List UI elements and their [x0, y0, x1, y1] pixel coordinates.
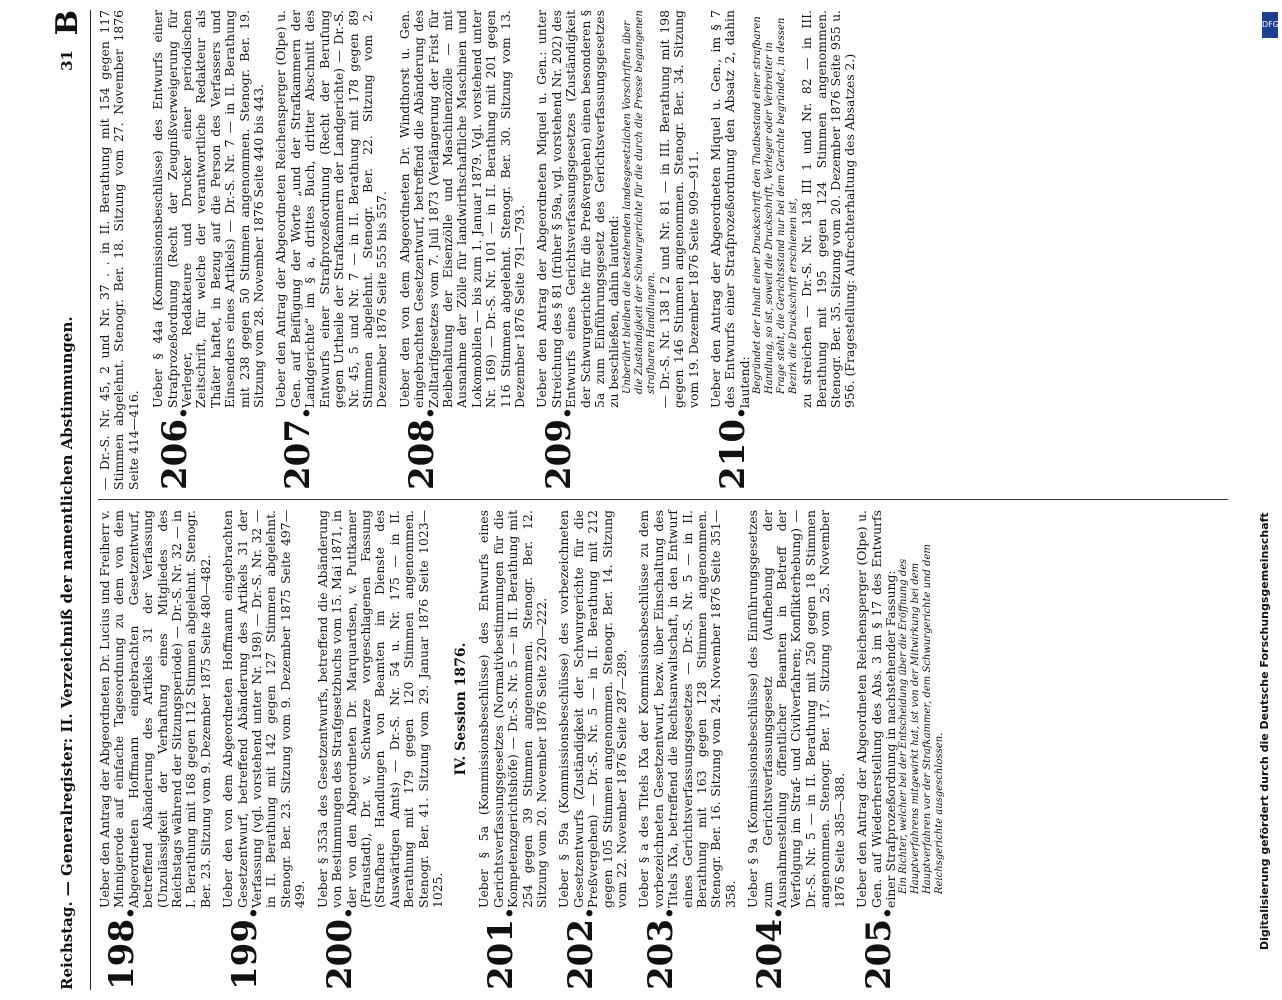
digitization-credit: Digitalisierung gefördert durch die Deutsche Forschungsgemeinschaft	[1258, 512, 1271, 950]
entry-text: Ueber § 59a (Kommissionsbeschlüsse) des vorbezeichneten Gesetzentwurfs (Zuständigkeit der Schwurgerichte für die Preßvergehen) — Dr.-S. Nr. 5 — in II. Berathung mit 212 gegen 105 Stimmen angenommen. Stenogr. Ber. 14. Sitzung vom 22. November 1876 Seite 287—289.	[556, 510, 629, 908]
continuation-text: — Dr.-S. Nr. 45, 2 und Nr. 37 . . in II. Berathung mit 154 gegen 117 Stimmen abgelehnt. Stenogr. Ber. 18. Sitzung vom 27. November 1876 Seite 414—416.	[97, 10, 141, 490]
entry	[855, 510, 946, 990]
entry-number: 205.	[859, 907, 900, 990]
entry	[535, 10, 701, 490]
entry-number: 201.	[481, 907, 522, 990]
header-rule	[90, 10, 91, 990]
entry-quote: Unberührt bleiben die bestehenden landesgesetzlichen Vorschriften über die Zuständigkeit der Schwurgerichte für die durch die Presse begangenen strafbaren Handlungen.	[621, 10, 657, 394]
rotated-document	[50, 10, 1250, 990]
entry-number: 203.	[641, 907, 682, 990]
entry-number: 209.	[539, 407, 580, 490]
entry-text: Ueber den Antrag der Abgeordneten Dr. Lucius und Freiherr v. Minnigerode auf einfache Tagesordnung zu dem von dem Abgeordneten Hoffmann eingebrachten Gesetzentwurf, betreffend Abänderung des Artikels 31 der Verfassung (Unzulässigkeit der Verhaftung eines Mitgliedes des Reichstags während der Sitzungsperiode) — Dr.-S. Nr. 32 — in I. Berathung mit 168 gegen 112 Stimmen abgelehnt. Stenogr. Ber. 23. Sitzung vom 9. Dezember 1875 Seite 480—482.	[97, 510, 213, 908]
entry-text: Ueber § a des Titels IXa der Kommissionsbeschlüsse zu dem vorbezeichneten Gesetzentwurf, bezw. über Einschaltung des Titels IXa, betreffend die Rechtsanwaltschaft, in den Entwurf eines Gerichtsverfassungsgesetzes — Dr.-S. Nr. 5 — in II. Berathung mit 163 gegen 128 Stimmen angenommen. Stenogr. Ber. 16. Sitzung vom 24. November 1876 Seite 351—358.	[636, 510, 738, 908]
page-number: 31	[58, 50, 76, 71]
right-column	[98, 10, 866, 490]
entry-number: 199.	[225, 907, 266, 990]
entry	[151, 10, 266, 490]
entry-text: Ueber den Antrag der Abgeordneten Miquel u. Gen., im § 7 des Entwurfs einer Strafprozeßordnung den Absatz 2, dahin lautend:	[708, 10, 752, 408]
entry	[274, 10, 389, 490]
entry	[557, 510, 629, 990]
entry-text: Ueber den von dem Abgeordneten Dr. Windthorst u. Gen. eingebrachten Gesetzentwurf, betreffend die Abänderung des Zolltarifgesetzes vom 7. Juli 1873 (Verlängerung der Frist für Beibehaltung der Eisenzölle und Maschinenzölle — mit Ausnahme der Zölle für landwirthschaftliche Maschinen und Lokomobilen — bis zum 1. Januar 1879. Vgl. vorstehend unter Nr. 169) — Dr.-S. Nr. 101 — in II. Berathung mit 201 gegen 116 Stimmen abgelehnt. Stenogr. Ber. 30. Sitzung vom 13. Dezember 1876 Seite 791—793.	[396, 10, 527, 408]
entry-text: Ueber § 5a (Kommissionsbeschlüsse) des Entwurfs eines Gerichtsverfassungsgesetzes (Normativbestimmungen für die Kompetenzgerichtshöfe) — Dr.-S. Nr. 5 — in II. Berathung mit 254 gegen 39 Stimmen angenommen. Stenogr. Ber. 12. Sitzung vom 20. November 1876 Seite 220—222.	[476, 510, 549, 908]
entry-text: Ueber den Antrag der Abgeordneten Reichensperger (Olpe) u. Gen. auf Wiederherstellung des Abs. 3 im § 17 des Entwurfs einer Strafprozeßordnung in nachstehender Fassung:	[854, 510, 898, 908]
running-title: Reichstag. — Generalregister: II. Verzeichniß der namentlichen Abstimmungen.	[58, 316, 76, 990]
entry	[477, 510, 549, 990]
entry-text: Ueber den von dem Abgeordneten Hoffmann eingebrachten Gesetzentwurf, betreffend Abänderung des Artikels 31 der Verfassung (vgl. vorstehend unter Nr. 198) — Dr.-S. Nr. 32 — in II. Berathung mit 142 gegen 127 Stimmen abgelehnt. Stenogr. Ber. 23. Sitzung vom 9. Dezember 1875 Seite 497—499.	[220, 510, 308, 908]
entry-number: 198.	[102, 907, 142, 990]
entry-number: 210.	[713, 407, 754, 490]
entry-text: Ueber den Antrag der Abgeordneten Reichensperger (Olpe) u. Gen. auf Beifügung der Worte „und der Strafkammern der Landgerichte“ im § a, drittes Buch, dritter Abschnitt des Entwurfs einer Strafprozeßordnung (Recht der Berufung gegen Urtheile der Strafkammern der Landgerichte) — Dr.-S. Nr. 45, 5 und Nr. 7 — in II. Berathung mit 178 gegen 89 Stimmen abgelehnt. Stenogr. Ber. 22. Sitzung vom 2. Dezember 1876 Seite 555 bis 557.	[273, 10, 390, 408]
entry	[98, 510, 213, 990]
signature-mark: B	[50, 10, 85, 36]
entry	[398, 10, 528, 490]
entry-number: 206.	[155, 407, 196, 490]
entry-text: Ueber § 44a (Kommissionsbeschlüsse) des Entwurfs einer Strafprozeßordnung (Recht der Zeugnißverweigerung für Verleger, Redakteure und Drucker einer periodischen Zeitschrift, für welche der verantwortliche Redakteur als Thäter haftet, in Bezug auf die Person des Verfassers und Einsenders eines Artikels) — Dr.-S. Nr. 7 — in II. Berathung mit 238 gegen 50 Stimmen angenommen. Stenogr. Ber. 19. Sitzung vom 28. November 1876 Seite 440 bis 443.	[150, 10, 267, 408]
left-column	[98, 510, 954, 990]
entry-quote: Ein Richter, welcher bei der Entscheidung über die Eröffnung des Hauptverfahrens mitgewirkt hat, ist von der Mitwirkung bei dem Hauptverfahren vor der Strafkammer, dem Schwurgerichte und dem Reichsgerichte ausgeschlossen.	[898, 544, 946, 894]
entry-tail: — Dr.-S. Nr. 138 I 2 und Nr. 81 — in III. Berathung mit 198 gegen 146 Stimmen angenommen. Stenogr. Ber. 34. Sitzung vom 19. Dezember 1876 Seite 909—911.	[656, 10, 701, 408]
entry-tail: zu streichen — Dr.-S. Nr. 138 III 1 und Nr. 82 — in III. Berathung mit 195 gegen 124 Stimmen angenommen. Stenogr. Ber. 35. Sitzung vom 20. Dezember 1876 Seite 955 u. 956. (Fragestellung: Aufrechterhaltung des Absatzes 2.)	[799, 10, 858, 408]
session-heading: IV. Session 1876.	[453, 642, 470, 776]
entry-number: 207.	[278, 407, 319, 490]
dfg-logo-badge: DFG	[1262, 12, 1278, 38]
column-divider	[98, 499, 1228, 500]
entry-quote: Begründet der Inhalt einer Druckschrift den Thatbestand einer strafbaren Handlung, so ist, soweit die Druckschrift, Verleger oder Verbreiter in Frage steht, die Gerichtsstand nur bei dem Gerichte begründet, in dessen Bezirk die Druckschrift erschienen ist,	[752, 16, 800, 394]
entry-text: Ueber § 9a (Kommissionsbeschlüsse) des Einführungsgesetzes zum Gerichtsverfassungsgesetz (Aufhebung der Ausnahmestellung öffentlicher Beamten in Betreff der Verfolgung im Straf- und Civilverfahren; Konflikterhebung) — Dr.-S. Nr. 5 — in II. Berathung mit 250 gegen 18 Stimmen angenommen. Stenogr. Ber. 17. Sitzung vom 25. November 1876 Seite 385—388.	[745, 510, 847, 908]
entry-number: 204.	[750, 907, 791, 990]
entry	[316, 510, 446, 990]
entry	[746, 510, 847, 990]
entry-number: 202.	[561, 907, 602, 990]
entry-text: Ueber den Antrag der Abgeordneten Miquel u. Gen.: unter Streichung des § 81 (früher § 59a, vgl. vorstehend Nr. 202) des Entwurfs eines Gerichtsverfassungsgesetzes (Zuständigkeit der Schwurgerichte für die Preßvergehen) einen besonderen § 5a zum Einführungsgesetz des Gerichtsverfassungsgesetzes zu beschließen, dahin lautend:	[534, 10, 622, 408]
entry	[221, 510, 307, 990]
entry-text: Ueber § 353a des Gesetzentwurfs, betreffend die Abänderung von Bestimmungen des Strafgesetzbuchs vom 15. Mai 1871, in der von den Abgeordneten Dr. Marquardsen, v. Puttkamer (Fraustadt), Dr. v. Schwarze vorgeschlagenen Fassung (Strafbare Handlungen von Beamten im Dienste des Auswärtigen Amts) — Dr.-S. Nr. 54 u. Nr. 175 — in II. Berathung mit 179 gegen 120 Stimmen angenommen. Stenogr. Ber. 41. Sitzung vom 29. Januar 1876 Seite 1023—1025.	[314, 510, 445, 908]
entry-number: 200.	[319, 907, 360, 990]
entry	[637, 510, 738, 990]
entry-number: 208.	[401, 407, 442, 490]
entry	[709, 10, 858, 490]
page-header	[50, 10, 86, 990]
